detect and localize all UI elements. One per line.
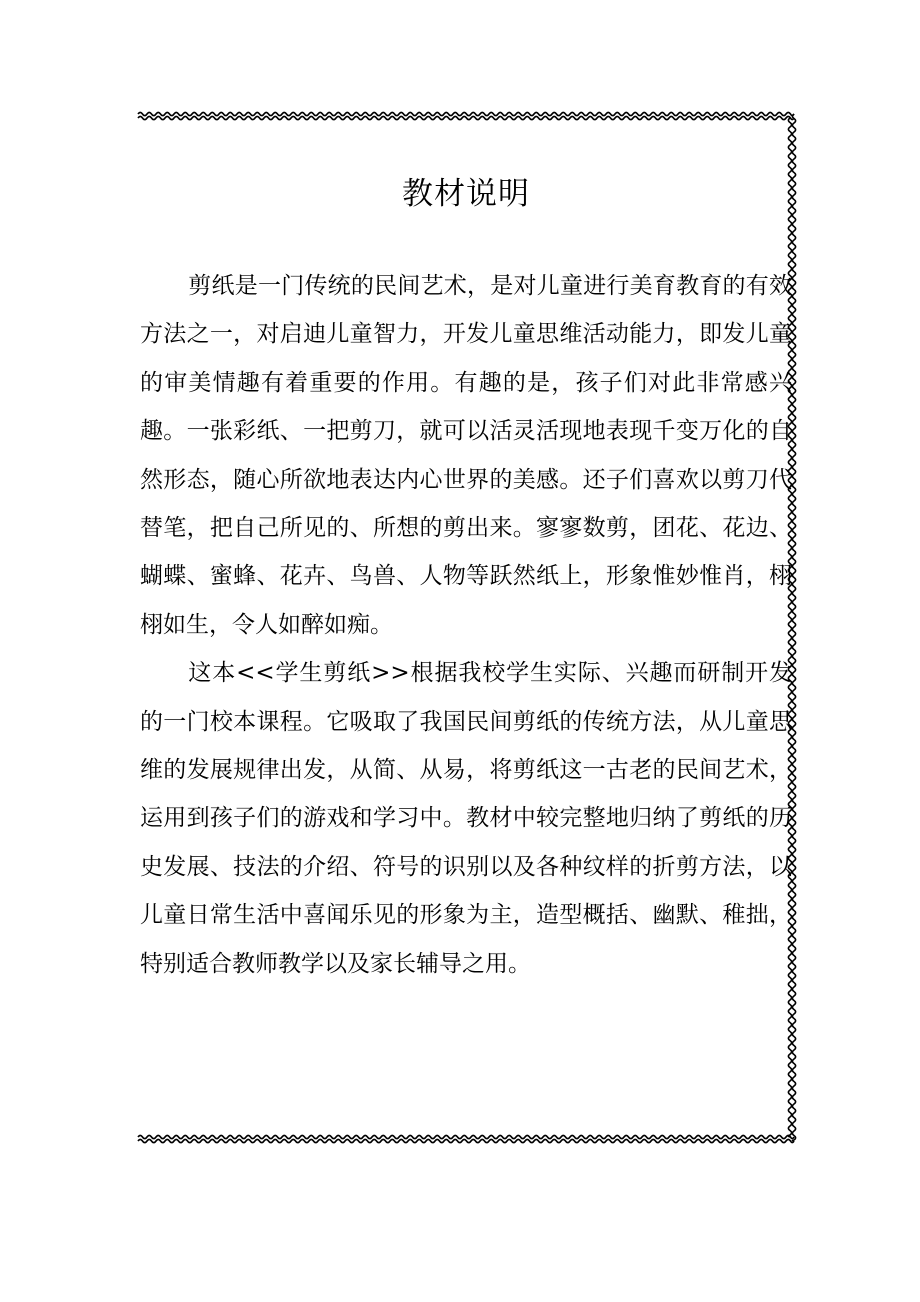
border-bottom-line-2 xyxy=(138,1139,794,1142)
page-title: 教材说明 xyxy=(402,176,530,212)
paragraph-textbook: 这本<<学生剪纸>>根据我校学生实际、兴趣而研制开发的一门校本课程。它吸取了我国民间剪纸的传统方法，从儿童思维的发展规律出发，从简、从易，将剪纸这一古老的民间艺术，运用到孩子们的游戏和学习中。教材中较完整地归纳了剪纸的历史发展、技法的介绍、符号的识别以及各种纹样的折剪方法，以儿童日常生活中喜闻乐见的形象为主，造型概括、幽默、稚拙，特别适合教师教学以及家长辅导之用。 xyxy=(140,660,792,977)
border-top-line-1 xyxy=(138,112,794,115)
border-top-line-2 xyxy=(138,116,794,119)
border-right-line-1 xyxy=(792,114,795,1141)
body-text xyxy=(140,262,792,988)
border-bottom-line-1 xyxy=(138,1135,794,1138)
paragraph-intro: 剪纸是一门传统的民间艺术，是对儿童进行美育教育的有效方法之一，对启迪儿童智力，开发儿童思维活动能力，即发儿童的审美情趣有着重要的作用。有趣的是，孩子们对此非常感兴趣。一张彩纸、一把剪刀，就可以活灵活现地表现千变万化的自然形态，随心所欲地表达内心世界的美感。还子们喜欢以剪刀代替笔，把自己所见的、所想的剪出来。寥寥数剪，团花、花边、蝴蝶、蜜蜂、花卉、鸟兽、人物等跃然纸上，形象惟妙惟肖，栩栩如生，令人如醉如痴。 xyxy=(140,273,792,638)
